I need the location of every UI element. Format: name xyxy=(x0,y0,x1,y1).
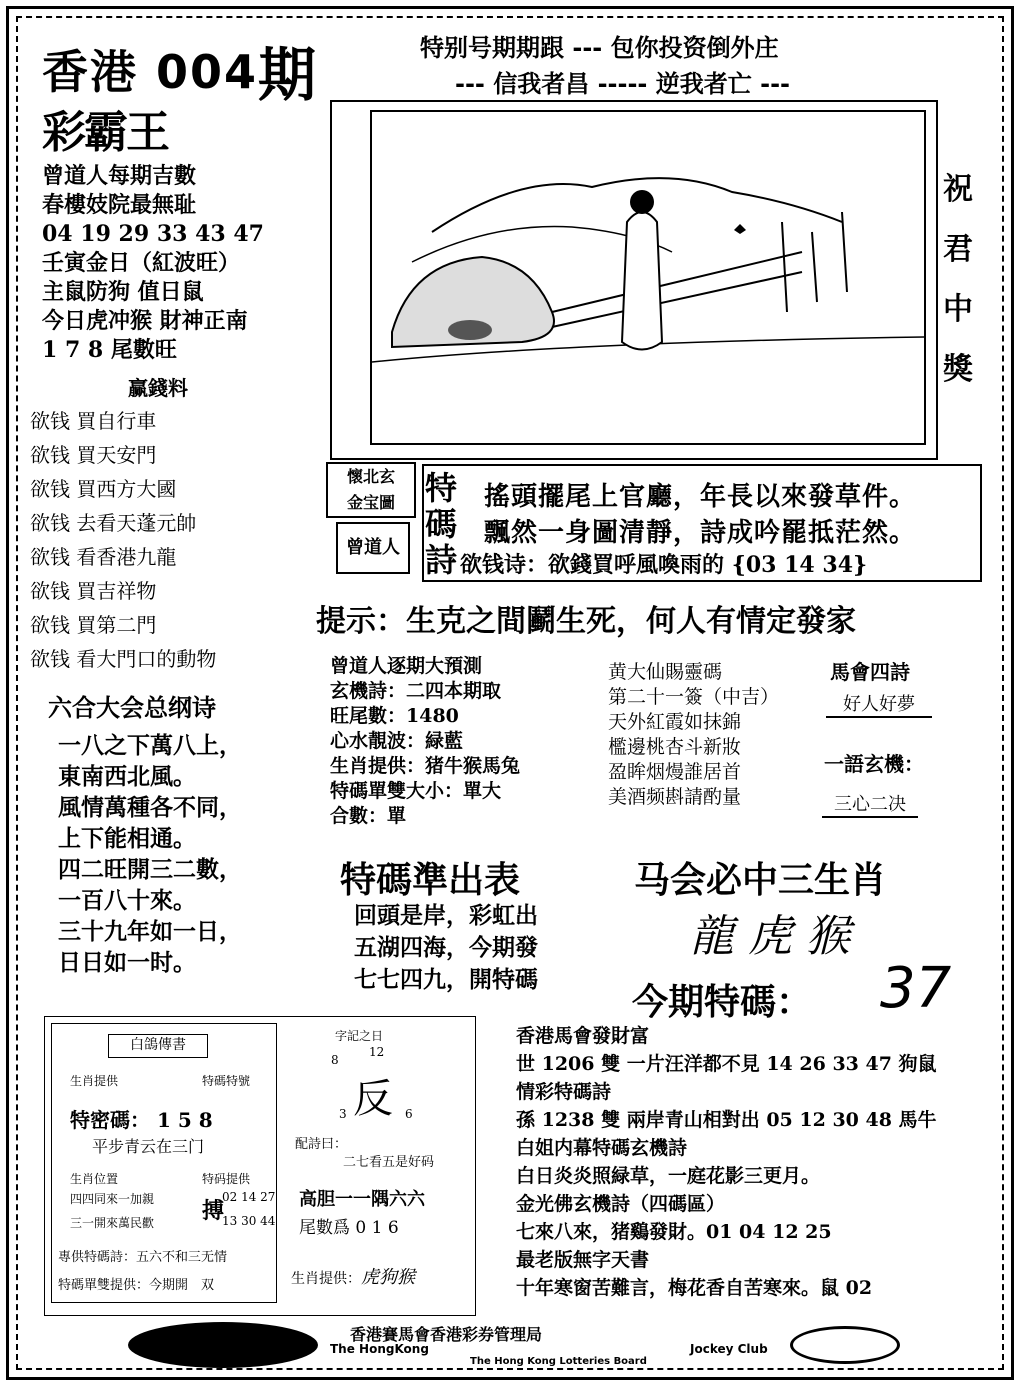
predict-line: 曾道人逐期大預測 xyxy=(330,655,483,677)
poem-line: 風情萬種各不同， xyxy=(58,794,242,821)
footer-cn: 香港賽馬會香港彩券管理局 xyxy=(350,1325,543,1344)
poem-line: 上下能相通。 xyxy=(58,825,196,852)
yingqianliao-list xyxy=(30,404,216,676)
yiyu-xuanji-value: 三心二决 xyxy=(822,790,918,818)
clock-number: 8 xyxy=(331,1053,339,1067)
shengxiao-pos-label: 生肖位置 xyxy=(70,1172,119,1186)
pei-text: 二七看五是好码 xyxy=(343,1155,435,1170)
blessing-char: 中 xyxy=(943,292,973,327)
seal-block xyxy=(326,462,416,518)
title-qi: 期 xyxy=(258,41,317,109)
footer-en-left: The HongKong xyxy=(330,1342,429,1356)
teji-label: 特码提供 xyxy=(202,1172,251,1186)
tema-zhun-line: 七七四九，開特碼 xyxy=(354,966,538,993)
wts-line: 黄大仙賜靈碼 xyxy=(608,661,723,683)
br-line: 金光佛玄機詩（四碼區） xyxy=(516,1193,726,1215)
seal-zeng: 曾道人 xyxy=(336,522,410,574)
list-item: 欲钱 買吉祥物 xyxy=(30,579,157,603)
bottom-left-box xyxy=(44,1016,476,1316)
bottom-right-list xyxy=(516,1022,937,1302)
list-item: 欲钱 買第二門 xyxy=(30,613,157,637)
info-line: 主鼠防狗 值日鼠 xyxy=(42,279,204,305)
clock-number: 3 xyxy=(339,1107,347,1121)
wts-line: 美酒频斟請酌量 xyxy=(608,786,742,808)
list-item: 欲钱 去看天蓬元帥 xyxy=(30,511,197,535)
tema-shi-box xyxy=(422,464,982,582)
mahui-sanshengxiao-title: 马会必中三生肖 xyxy=(634,860,887,901)
header-slogan: 特别号期期跟 --- 包你投资倒外庄 xyxy=(420,34,779,62)
zi-panel xyxy=(285,1023,471,1303)
yuqian-numbers: {03 14 34} xyxy=(731,552,868,578)
yuqian-shi: 欲钱诗：欲錢買呼風喚雨的 {03 14 34} xyxy=(460,552,868,578)
mahui-sishi-value: 好人好夢 xyxy=(826,690,932,718)
weishu-text: 尾數爲 0 1 6 xyxy=(299,1218,399,1238)
wts-line: 盈眸烟熳誰居首 xyxy=(608,761,742,783)
jinqi-tema-label: 今期特碼： xyxy=(632,982,813,1023)
gaodan-text: 高胆一一隅六六 xyxy=(299,1189,425,1210)
shengxiao-tigong-row: 生肖提供：虎狗猴 xyxy=(291,1267,415,1288)
tema-zhun-line: 回頭是岸，彩虹出 xyxy=(354,902,538,929)
list-item: 欲钱 看大門口的動物 xyxy=(30,647,217,671)
blessing-vertical xyxy=(938,160,978,400)
tema-shi-line1: 搖頭擺尾上官廳，年長以來發草件。 xyxy=(484,482,917,512)
danshuang-row: 特碼單雙提供：今期開 双 xyxy=(58,1278,215,1293)
clock-number: 12 xyxy=(369,1045,385,1059)
seal-text: 懷北玄 xyxy=(346,467,395,486)
baige-panel xyxy=(51,1023,277,1303)
info-line: 曾道人每期吉數 xyxy=(42,163,197,189)
list-item: 欲钱 看香港九龍 xyxy=(30,545,177,569)
miji-value: 1 5 8 xyxy=(156,1108,213,1132)
shengxiao-line: 三一開來萬民歡 xyxy=(70,1216,155,1230)
footer-en-right: Jockey Club xyxy=(690,1342,768,1356)
predict-line: 心水靚波：緑藍 xyxy=(330,730,464,752)
br-line: 香港馬會發財富 xyxy=(516,1025,650,1047)
zhuanti-text: 專供特碼詩：五六不和三无情 xyxy=(58,1250,228,1265)
pingbu-text: 平步青云在三门 xyxy=(92,1137,205,1156)
poem-line: 日日如一时。 xyxy=(58,949,196,976)
predict-line: 生肖提供：猪牛猴馬兔 xyxy=(330,755,521,777)
blessing-char: 獎 xyxy=(943,352,973,387)
predict-line: 特碼單雙大小：單大 xyxy=(330,780,502,802)
zi-char: 反 xyxy=(353,1076,393,1122)
liuhe-poem xyxy=(58,730,242,978)
blessing-char: 君 xyxy=(943,232,973,267)
predict-line: 旺尾數：1480 xyxy=(330,705,459,727)
yingqianliao-title: 赢錢料 xyxy=(128,376,188,400)
poem-line: 一八之下萬八上， xyxy=(58,732,242,759)
landscape-illustration xyxy=(370,110,926,445)
br-line: 白日炎炎照緑草，一庭花影三更月。 xyxy=(516,1165,821,1187)
tema-zhun-title: 特碼準出表 xyxy=(340,860,521,901)
lotteries-logo-right xyxy=(790,1326,900,1364)
br-line: 世 1206 雙 一片汪洋都不見 14 26 33 47 狗鼠 xyxy=(516,1053,937,1075)
blessing-char: 祝 xyxy=(943,172,973,207)
wts-line: 天外紅霞如抹錦 xyxy=(608,711,742,733)
yiyu-xuanji-title: 一語玄機： xyxy=(824,752,924,776)
title-hongkong: 香港 004 xyxy=(42,45,259,99)
teji-nums: 13 30 44 xyxy=(222,1214,276,1228)
list-item: 欲钱 買天安門 xyxy=(30,443,157,467)
br-line: 情彩特碼詩 xyxy=(516,1081,612,1103)
liuhe-poem-title: 六合大会总纲诗 xyxy=(48,694,216,722)
wts-line: 檻邊桃杏斗新妝 xyxy=(608,736,742,758)
miji-row: 特密碼： 1 5 8 xyxy=(70,1108,213,1132)
br-line: 七來八來，猪鷄發財。01 04 12 25 xyxy=(516,1221,832,1243)
seal-text: 金宝圖 xyxy=(346,493,395,512)
landscape-drawing xyxy=(372,112,924,443)
poem-line: 三十九年如一日， xyxy=(58,918,242,945)
br-line: 最老版無字天書 xyxy=(516,1249,650,1271)
title-caibawang: 彩霸王 xyxy=(42,107,168,158)
wong-tai-sin xyxy=(608,660,779,810)
jinqi-tema-value: 37 xyxy=(880,956,952,1021)
predict-line: 合數：單 xyxy=(330,805,407,827)
br-line: 十年寒窗苦難言，梅花香自苦寒來。鼠 02 xyxy=(516,1277,873,1299)
info-line: 今日虎冲猴 財神正南 xyxy=(42,308,248,334)
br-line: 白姐内幕特碼玄機詩 xyxy=(516,1137,688,1159)
wts-line: 第二十一簽（中吉） xyxy=(608,686,780,708)
info-line: 1 7 8 尾數旺 xyxy=(42,337,177,363)
tema-zhun-line: 五湖四海，今期發 xyxy=(354,934,538,961)
tip-text: 特碼特號 xyxy=(202,1074,251,1088)
poem-line: 四二旺開三二數， xyxy=(58,856,242,883)
footer-en-bottom: The Hong Kong Lotteries Board xyxy=(470,1356,647,1367)
zeng-predict xyxy=(330,654,520,829)
poem-line: 東南西北風。 xyxy=(58,763,196,790)
mahui-sishi-title: 馬會四詩 xyxy=(830,660,910,684)
teji-nums: 02 14 27 xyxy=(222,1190,276,1204)
lucky-numbers: 04 19 29 33 43 47 xyxy=(42,221,264,247)
tema-shi-vertical-label: 特碼詩 xyxy=(425,469,458,579)
teji-char: 搏 xyxy=(202,1198,225,1224)
info-line: 春樓妓院最無耻 xyxy=(42,192,197,218)
issue-number: 004 xyxy=(156,45,259,99)
list-item: 欲钱 買自行車 xyxy=(30,409,157,433)
clock-number: 6 xyxy=(405,1107,413,1121)
zi-title: 字記之日 xyxy=(335,1029,384,1043)
tema-zhun-lines xyxy=(354,900,538,996)
pei-label: 配詩曰： xyxy=(295,1137,348,1152)
tishi-line: 提示：生克之間鬬生死，何人有情定發家 xyxy=(316,604,856,639)
sanshengxiao-value: 龍 虎 猴 xyxy=(690,911,850,962)
predict-line: 玄機詩：二四本期取 xyxy=(330,680,502,702)
tip-text: 生肖提供 xyxy=(70,1074,119,1088)
info-line: 壬寅金日（紅波旺） xyxy=(42,250,241,276)
left-info xyxy=(42,162,264,365)
baige-label: 白鴿傳書 xyxy=(108,1034,208,1058)
shengxiao-line: 四四同來一加親 xyxy=(70,1192,155,1206)
header-slogan-sub: --- 信我者昌 ----- 逆我者亡 --- xyxy=(455,70,790,98)
tema-shi-line2: 飄然一身圖清靜，詩成吟罷抵茫然。 xyxy=(484,518,917,548)
list-item: 欲钱 買西方大國 xyxy=(30,477,177,501)
hkjc-logo-left xyxy=(128,1322,318,1368)
br-line: 孫 1238 雙 兩岸青山相對出 05 12 30 48 馬牛 xyxy=(516,1109,937,1131)
poem-line: 一百八十來。 xyxy=(58,887,196,914)
shengxiao-tigong-value: 虎狗猴 xyxy=(361,1267,415,1288)
